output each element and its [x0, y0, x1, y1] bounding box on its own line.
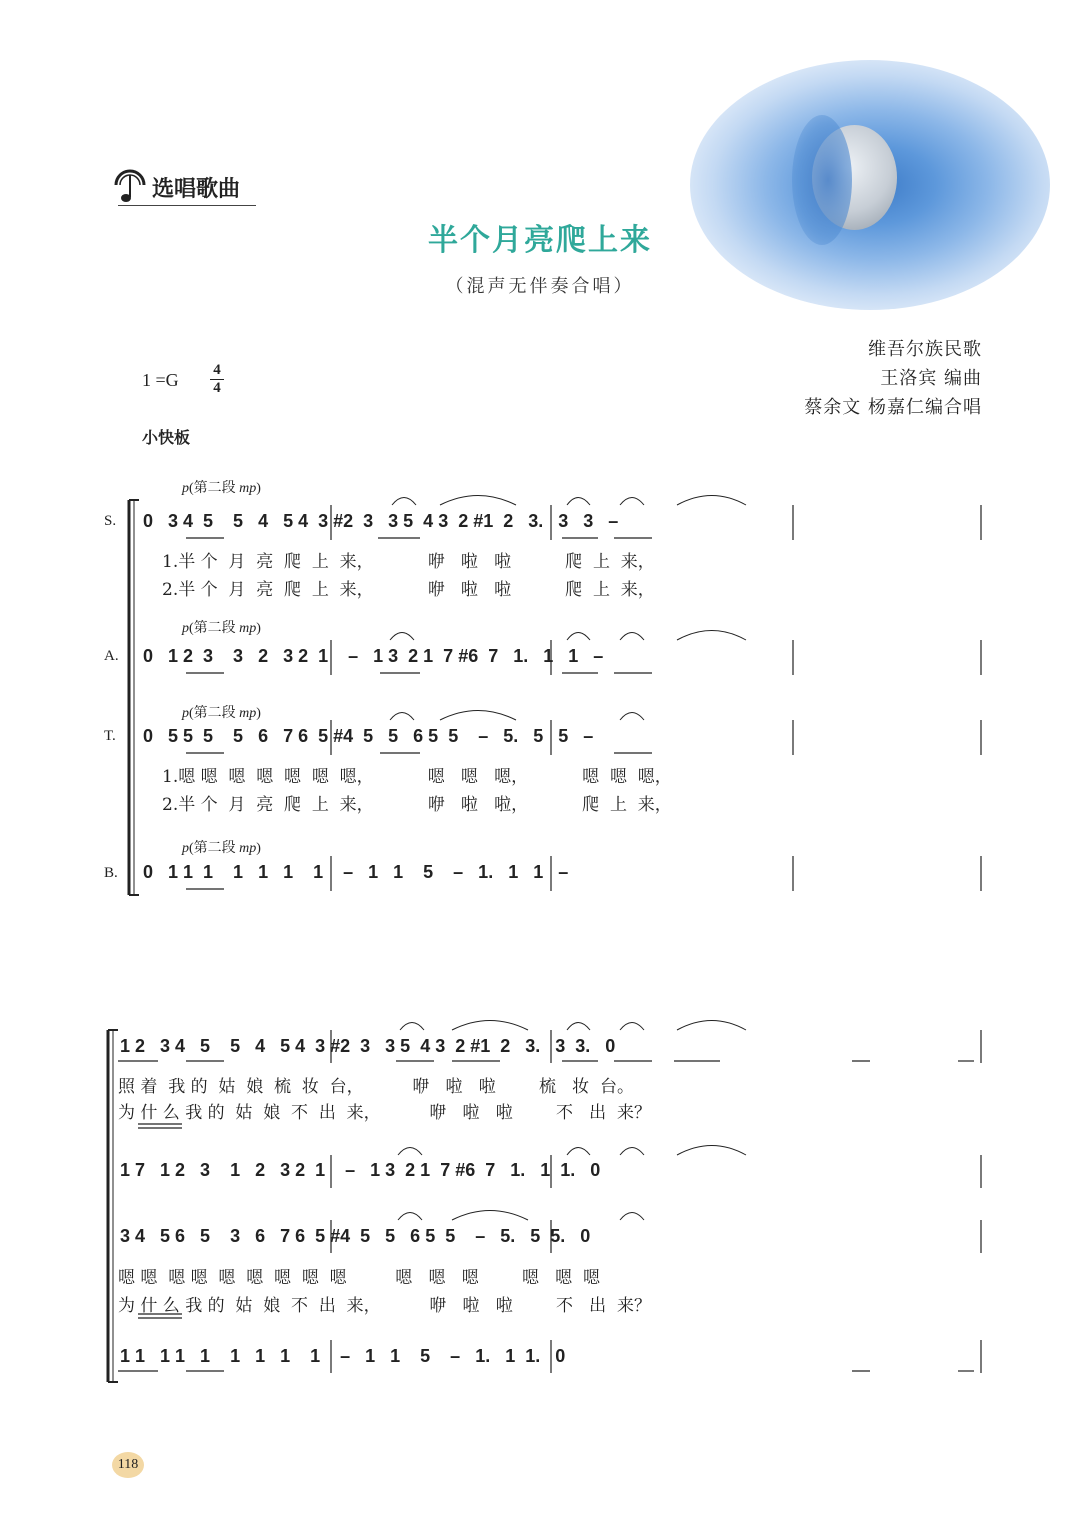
time-signature-bottom: 4 — [213, 380, 221, 396]
key-signature: 1 =G — [142, 370, 179, 390]
song-subtitle: （混声无伴奏合唱） — [445, 276, 635, 297]
dynamic-marking-b: p(第二段 mp) — [182, 841, 261, 856]
alto-notes-1: 0 1 2 3 3 2 3 2 1 – 1 3 2 1 7 #6 7 1. 1 1 – — [143, 646, 604, 666]
bass-notes-1: 0 1 1 1 1 1 1 1 – 1 1 5 – 1. 1 1 – — [143, 862, 569, 882]
dynamic-marking-s: p(第二段 mp) — [182, 481, 261, 496]
tenor-notes-2: 3 4 5 6 5 3 6 7 6 5 #4 5 5 6 5 5 – 5. 5 5. 0 — [120, 1226, 591, 1246]
song-title: 半个月亮爬上来 — [428, 223, 652, 258]
credit-arranger: 王洛宾 编曲 — [880, 368, 982, 389]
voice-label-alto: A. — [104, 648, 119, 664]
tenor-lyric-1-verse2: 2.半 个 月 亮 爬 上 来， 咿 啦 啦， 爬 上 来， — [162, 795, 672, 815]
dynamic-marking-a: p(第二段 mp) — [182, 621, 261, 636]
credit-origin: 维吾尔族民歌 — [868, 339, 982, 360]
section-label: 选唱歌曲 — [152, 177, 241, 202]
bass-notes-2: 1 1 1 1 1 1 1 1 1 – 1 1 5 – 1. 1 1. 0 — [120, 1346, 566, 1366]
soprano-lyric-2-verse2: 为 什 么 我 的 姑 娘 不 出 来， 咿 啦 啦 不 出 来？ — [118, 1103, 651, 1123]
dynamic-marking-t: p(第二段 mp) — [182, 706, 261, 721]
voice-label-tenor: T. — [104, 728, 116, 744]
alto-notes-2: 1 7 1 2 3 1 2 3 2 1 – 1 3 2 1 7 #6 7 1. 1 1. 0 — [120, 1160, 601, 1180]
soprano-lyric-1-verse2: 2.半 个 月 亮 爬 上 来， 咿 啦 啦 爬 上 来， — [162, 580, 655, 600]
tempo-marking: 小快板 — [142, 428, 191, 447]
soprano-notes-2: 1 2 3 4 5 5 4 5 4 3 #2 3 3 5 4 3 2 #1 2 3. 3 3. 0 — [120, 1036, 616, 1056]
voice-label-soprano: S. — [104, 513, 117, 529]
voice-label-bass: B. — [104, 865, 118, 881]
tenor-lyric-1-verse1: 1.嗯 嗯 嗯 嗯 嗯 嗯 嗯， 嗯 嗯 嗯， 嗯 嗯 嗯， — [162, 767, 672, 787]
soprano-notes-1: 0 3 4 5 5 4 5 4 3 #2 3 3 5 4 3 2 #1 2 3. 3 3 – — [143, 511, 619, 531]
tenor-notes-1: 0 5 5 5 5 6 7 6 5 #4 5 5 6 5 5 – 5. 5 5 – — [143, 726, 594, 746]
tenor-lyric-2-verse2: 为 什 么 我 的 姑 娘 不 出 来， 咿 啦 啦 不 出 来？ — [118, 1296, 651, 1316]
time-signature-top: 4 — [213, 362, 221, 378]
page-number: 118 — [112, 1452, 144, 1478]
soprano-lyric-1-verse1: 1.半 个 月 亮 爬 上 来， 咿 啦 啦 爬 上 来， — [162, 552, 655, 572]
credit-choral: 蔡余文 杨嘉仁编合唱 — [804, 397, 982, 418]
tenor-lyric-2-verse1: 嗯 嗯 嗯 嗯 嗯 嗯 嗯 嗯 嗯 嗯 嗯 嗯 嗯 嗯 嗯 — [118, 1268, 600, 1288]
soprano-lyric-2-verse1: 照 着 我 的 姑 娘 梳 妆 台， 咿 啦 啦 梳 妆 台。 — [118, 1077, 634, 1097]
